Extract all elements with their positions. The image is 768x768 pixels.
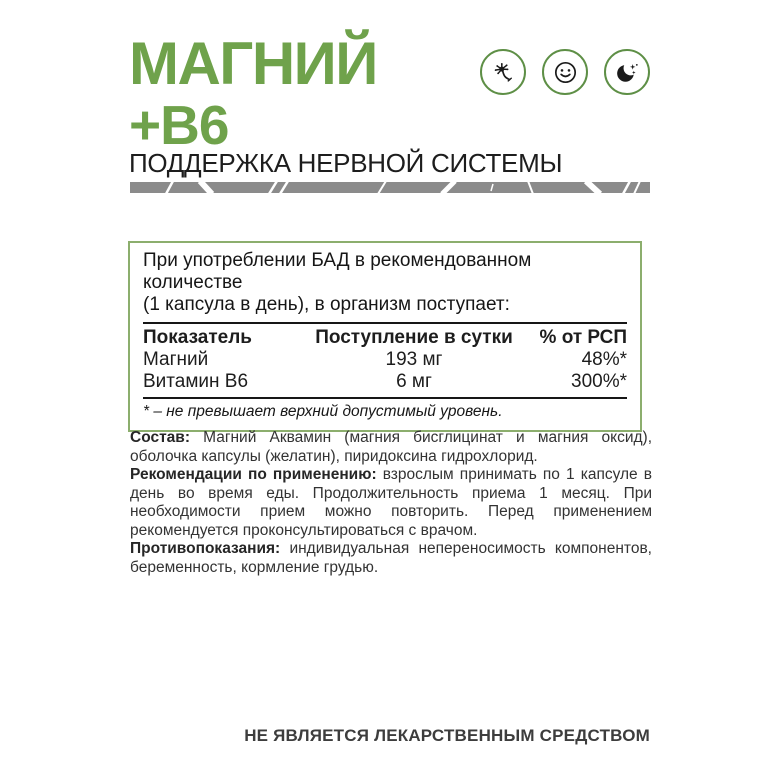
crescent-moon-icon bbox=[604, 49, 650, 95]
intake-intro-line1: При употреблении БАД в рекомендованном количестве bbox=[143, 250, 532, 293]
table-row-magnesium-percent: 48%* bbox=[581, 349, 627, 370]
intake-intro-line2: (1 капсула в день), в организм поступает: bbox=[143, 294, 510, 315]
not-a-medicine-disclaimer: НЕ ЯВЛЯЕТСЯ ЛЕКАРСТВЕННЫМ СРЕДСТВОМ bbox=[244, 726, 650, 745]
distressed-divider bbox=[130, 182, 650, 193]
table-bottom-rule bbox=[143, 397, 627, 399]
contraindications-label: Противопоказания: bbox=[130, 540, 281, 557]
table-row-magnesium-name: Магний bbox=[143, 349, 209, 370]
table-row-vitamin-b6-name: Витамин B6 bbox=[143, 371, 249, 392]
composition-text: Магний Аквамин (магния бисглицинат и магния оксид), оболочка капсулы (желатин), пиридоксина гидрохлорид. bbox=[130, 429, 652, 465]
composition-label: Состав: bbox=[130, 429, 190, 446]
contraindications-paragraph bbox=[130, 540, 652, 577]
product-subtitle: ПОДДЕРЖКА НЕРВНОЙ СИСТЕМЫ bbox=[129, 148, 563, 178]
table-footnote: * – не превышает верхний допустимый уровень. bbox=[143, 403, 503, 420]
benefit-icons bbox=[480, 49, 650, 95]
details-section bbox=[130, 429, 652, 577]
product-title-line1: МАГНИЙ bbox=[129, 30, 377, 97]
usage-recommendations-text: взрослым принимать по 1 капсуле в день во время еды. Продолжительность приема 1 месяц. При необходимости прием можно повторить. Перед применением рекомендуется проконсультироваться с врачом. bbox=[130, 466, 653, 539]
table-row-magnesium-amount: 193 мг bbox=[385, 349, 443, 370]
intake-intro bbox=[143, 250, 627, 316]
col-header-indicator: Показатель bbox=[143, 327, 252, 348]
col-header-daily-intake: Поступление в сутки bbox=[315, 327, 513, 348]
product-title-line2: +B6 bbox=[129, 94, 229, 156]
neuron-icon bbox=[480, 49, 526, 95]
table-top-rule bbox=[143, 322, 627, 324]
usage-recommendations-paragraph bbox=[130, 466, 652, 540]
col-header-percent-rsp: % от РСП bbox=[539, 327, 627, 348]
smiley-face-icon bbox=[542, 49, 588, 95]
composition-paragraph bbox=[130, 429, 652, 466]
table-row-vitamin-b6-amount: 6 мг bbox=[396, 371, 432, 392]
daily-intake-box bbox=[128, 241, 642, 432]
usage-recommendations-label: Рекомендации по применению: bbox=[130, 466, 377, 483]
table-row-vitamin-b6-percent: 300%* bbox=[571, 371, 627, 392]
intake-table bbox=[143, 327, 627, 393]
contraindications-text: индивидуальная непереносимость компонентов, беременность, кормление грудью. bbox=[130, 540, 652, 576]
